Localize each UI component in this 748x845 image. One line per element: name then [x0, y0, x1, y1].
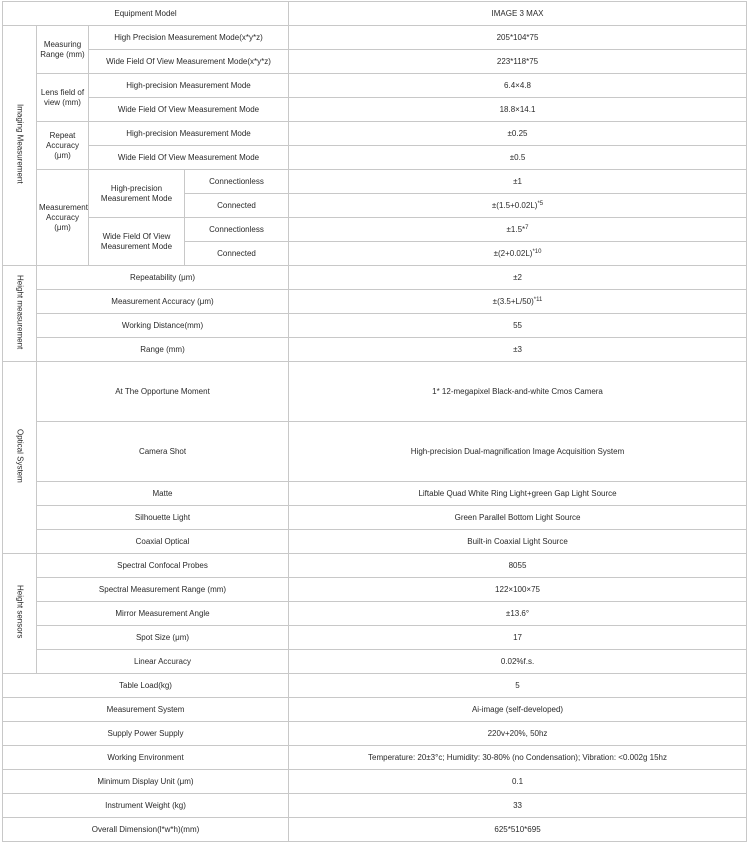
- row-label: Linear Accuracy: [37, 650, 289, 674]
- row-value: 223*118*75: [289, 50, 747, 74]
- table-row: [3, 266, 747, 290]
- row-value: 55: [289, 314, 747, 338]
- row-value: ±0.5: [289, 146, 747, 170]
- table-row: [3, 770, 747, 794]
- table-row: [3, 170, 747, 194]
- row-label: Measurement System: [3, 698, 289, 722]
- measuring-range-label: Measuring Range (mm): [37, 26, 89, 74]
- table-row: [3, 650, 747, 674]
- section-imaging-measurement: Imaging Measurement: [3, 26, 37, 266]
- header-row: [3, 2, 747, 26]
- row-value: ±2: [289, 266, 747, 290]
- row-value: Liftable Quad White Ring Light+green Gap Light Source: [289, 482, 747, 506]
- connection-label: Connected: [185, 194, 289, 218]
- row-value: 0.02%f.s.: [289, 650, 747, 674]
- lens-fov-label: Lens field of view (mm): [37, 74, 89, 122]
- table-row: [3, 482, 747, 506]
- row-label: Spectral Confocal Probes: [37, 554, 289, 578]
- row-value: 220v+20%, 50hz: [289, 722, 747, 746]
- wide-fov-mode-label: Wide Field Of View Measurement Mode: [89, 218, 185, 266]
- row-value: 17: [289, 626, 747, 650]
- table-row: [3, 122, 747, 146]
- row-label: Mirror Measurement Angle: [37, 602, 289, 626]
- connection-label: Connected: [185, 242, 289, 266]
- table-row: [3, 722, 747, 746]
- equipment-model-value: IMAGE 3 MAX: [289, 2, 747, 26]
- row-label: Minimum Display Unit (μm): [3, 770, 289, 794]
- row-label: Working Environment: [3, 746, 289, 770]
- row-label: Silhouette Light: [37, 506, 289, 530]
- row-label: Spot Size (μm): [37, 626, 289, 650]
- section-optical-system: Optical System: [3, 362, 37, 554]
- connection-label: Connectionless: [185, 170, 289, 194]
- row-label: Matte: [37, 482, 289, 506]
- row-value: $\pm(2+0.02L)^{*10}$: [289, 242, 747, 266]
- row-value: ±13.6°: [289, 602, 747, 626]
- row-label: Wide Field Of View Measurement Mode: [89, 98, 289, 122]
- row-value: 1* 12-megapixel Black-and-white Cmos Camera: [289, 362, 747, 422]
- table-row: [3, 602, 747, 626]
- table-row: [3, 26, 747, 50]
- row-label: Table Load(kg): [3, 674, 289, 698]
- row-value: $\pm(1.5+0.02L)^{*5}$: [289, 194, 747, 218]
- row-value: 6.4×4.8: [289, 74, 747, 98]
- row-label: Instrument Weight (kg): [3, 794, 289, 818]
- row-value: 205*104*75: [289, 26, 747, 50]
- row-label: Coaxial Optical: [37, 530, 289, 554]
- table-row: [3, 314, 747, 338]
- connection-label: Connectionless: [185, 218, 289, 242]
- table-row: [3, 530, 747, 554]
- table-row: [3, 698, 747, 722]
- row-label: Measurement Accuracy (μm): [37, 290, 289, 314]
- row-label: Working Distance(mm): [37, 314, 289, 338]
- table-row: [3, 794, 747, 818]
- section-height-sensors: Height sensors: [3, 554, 37, 674]
- row-value: Ai-image (self-developed): [289, 698, 747, 722]
- row-value: 0.1: [289, 770, 747, 794]
- row-label: Spectral Measurement Range (mm): [37, 578, 289, 602]
- row-value: 5: [289, 674, 747, 698]
- table-row: [3, 338, 747, 362]
- table-row: [3, 554, 747, 578]
- row-label: At The Opportune Moment: [37, 362, 289, 422]
- measurement-accuracy-label: Measurement Accuracy (μm): [37, 170, 89, 266]
- row-value: ±1: [289, 170, 747, 194]
- row-value: Temperature: 20±3°c; Humidity: 30-80% (no Condensation); Vibration: <0.002g 15hz: [289, 746, 747, 770]
- row-label: Overall Dimension(l*w*h)(mm): [3, 818, 289, 842]
- row-label: Repeatability (μm): [37, 266, 289, 290]
- table-row: [3, 506, 747, 530]
- table-row: [3, 50, 747, 74]
- row-value: 33: [289, 794, 747, 818]
- row-value: 8055: [289, 554, 747, 578]
- table-row: [3, 626, 747, 650]
- row-value: Built-in Coaxial Light Source: [289, 530, 747, 554]
- row-value: ±3: [289, 338, 747, 362]
- row-label: Wide Field Of View Measurement Mode: [89, 146, 289, 170]
- table-row: [3, 746, 747, 770]
- table-row: [3, 218, 747, 242]
- table-row: [3, 818, 747, 842]
- row-value: High-precision Dual-magnification Image Acquisition System: [289, 422, 747, 482]
- row-label: High-precision Measurement Mode: [89, 74, 289, 98]
- table-row: [3, 578, 747, 602]
- table-row: [3, 362, 747, 422]
- row-label: Supply Power Supply: [3, 722, 289, 746]
- row-label: High Precision Measurement Mode(x*y*z): [89, 26, 289, 50]
- row-value: ±1.5*$^7$: [289, 218, 747, 242]
- table-row: [3, 98, 747, 122]
- row-label: High-precision Measurement Mode: [89, 122, 289, 146]
- table-row: [3, 674, 747, 698]
- repeat-accuracy-label: Repeat Accuracy (μm): [37, 122, 89, 170]
- row-value: Green Parallel Bottom Light Source: [289, 506, 747, 530]
- table-row: [3, 146, 747, 170]
- row-label: Wide Field Of View Measurement Mode(x*y*z): [89, 50, 289, 74]
- high-precision-mode-label: High-precision Measurement Mode: [89, 170, 185, 218]
- equipment-model-label: Equipment Model: [3, 2, 289, 26]
- table-row: [3, 74, 747, 98]
- row-label: Camera Shot: [37, 422, 289, 482]
- section-height-measurement: Height measurement: [3, 266, 37, 362]
- row-value: $\pm(3.5+L/50)^{*11}$: [289, 290, 747, 314]
- row-value: ±0.25: [289, 122, 747, 146]
- table-row: [3, 422, 747, 482]
- row-value: 625*510*695: [289, 818, 747, 842]
- row-value: 18.8×14.1: [289, 98, 747, 122]
- table-row: [3, 290, 747, 314]
- spec-table: [2, 1, 747, 842]
- row-label: Range (mm): [37, 338, 289, 362]
- row-value: 122×100×75: [289, 578, 747, 602]
